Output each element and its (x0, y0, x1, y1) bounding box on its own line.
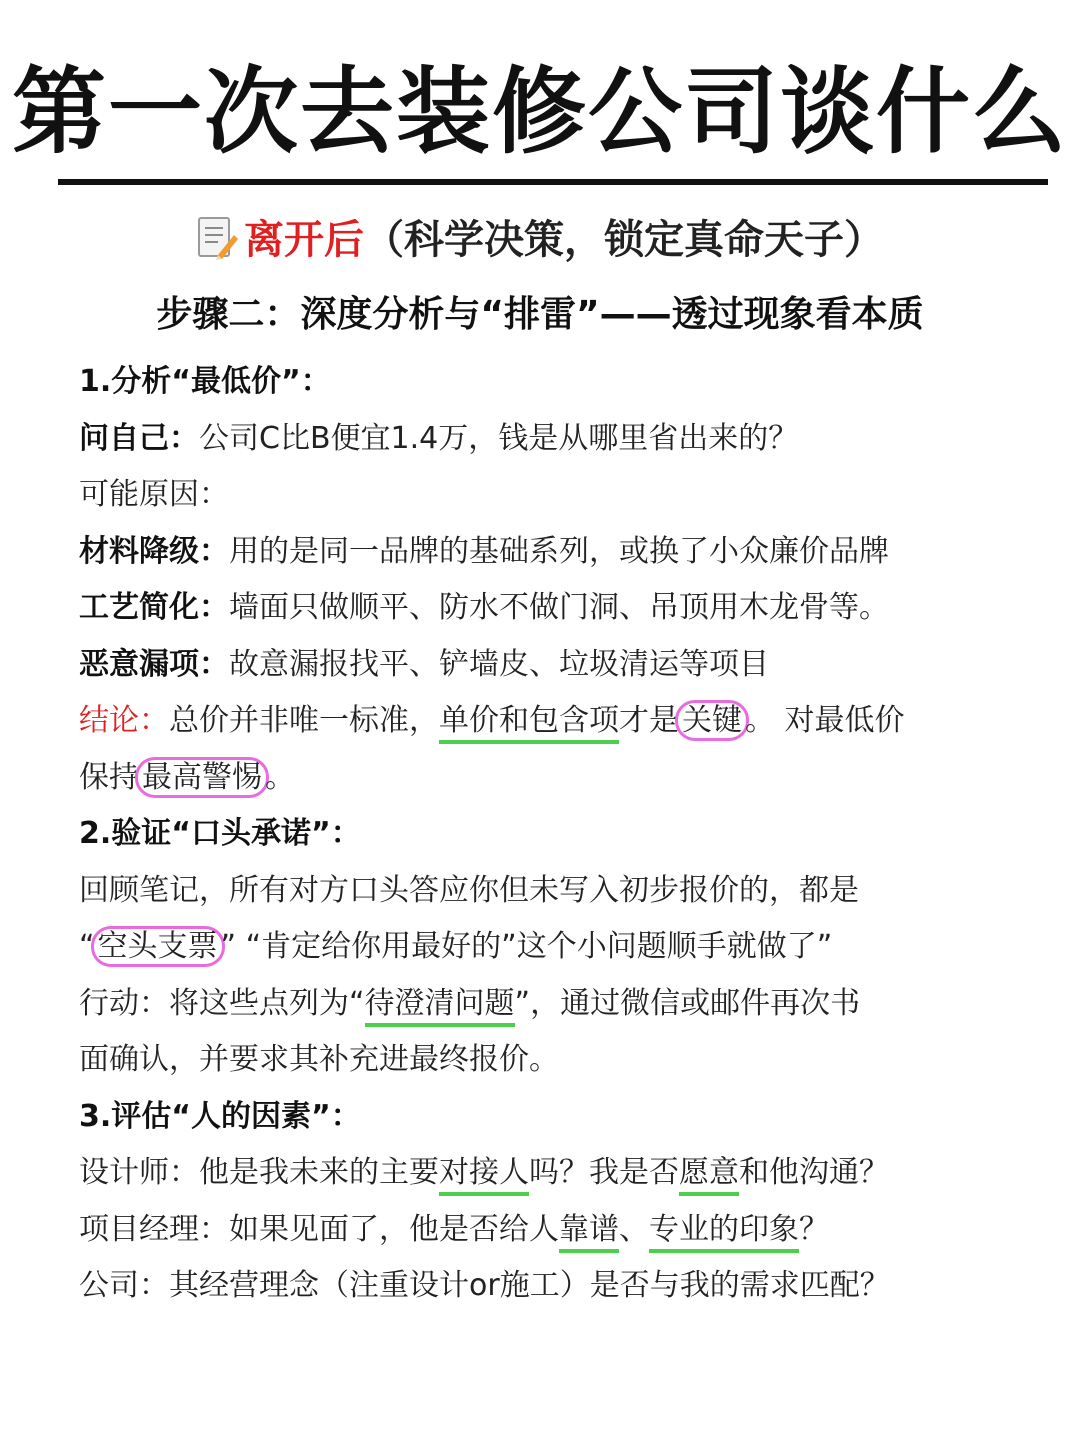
review-line: 回顾笔记，所有对方口头答应你但未写入初步报价的，都是 (79, 872, 859, 908)
title-divider (58, 179, 1048, 185)
conclusion-text: 。 对最低价 (745, 703, 905, 738)
designer-text: 设计师：他是我未来的主要 (79, 1155, 439, 1190)
quote-rest: ” “肯定给你用最好的”这个小问题顺手就做了” (220, 929, 833, 964)
ask-line (79, 411, 1039, 468)
materials-line (79, 524, 1039, 581)
action-text: 行动：将这些点列为“ (79, 985, 365, 1021)
conclusion-text: 才是 (619, 703, 679, 738)
section-heading-3: 3.评估“人的因素”： (79, 1098, 361, 1134)
craft-line (79, 580, 1039, 637)
reasons-label: 可能原因： (79, 477, 229, 512)
materials-label: 材料降级： (79, 533, 229, 569)
conclusion-line-2 (79, 750, 1039, 807)
ask-text: 公司C比B便宜1.4万，钱是从哪里省出来的？ (199, 420, 799, 456)
section-heading-1: 1.分析“最低价”： (79, 364, 331, 399)
designer-line (79, 1145, 1039, 1202)
conclusion-text: 。 (265, 759, 295, 795)
circled-alert: 最高警惕 (135, 757, 269, 798)
circled-empty-promise: 空头支票 (91, 926, 225, 967)
underline-contact: 对接人 (439, 1155, 529, 1196)
underline-pending: 待澄清问题 (365, 986, 515, 1027)
underline-professional: 专业的印象 (649, 1212, 799, 1253)
craft-label: 工艺简化： (79, 590, 229, 625)
conclusion-text: 总价并非唯一标准， (169, 703, 439, 738)
action-line-2: 面确认，并要求其补充进最终报价。 (79, 1042, 559, 1077)
quote-open: “ (79, 929, 95, 964)
malicious-text: 故意漏报找平、铲墙皮、垃圾清运等项目 (229, 646, 769, 682)
page-title: 第一次去装修公司谈什么 (11, 58, 1068, 167)
section-heading-2: 2.验证“口头承诺”： (79, 816, 361, 851)
designer-text: 和他沟通？ (739, 1155, 889, 1190)
pm-text: ？ (799, 1211, 829, 1247)
quote-line (79, 919, 1039, 976)
step-heading: 步骤二：深度分析与“排雷”——透过现象看本质 (156, 294, 924, 335)
malicious-line (79, 637, 1039, 694)
conclusion-text: 保持 (79, 759, 139, 795)
conclusion-line (79, 693, 1039, 750)
pm-text: 、 (619, 1211, 649, 1247)
ask-label: 问自己： (79, 420, 199, 456)
materials-text: 用的是同一品牌的基础系列，或换了小众廉价品牌 (229, 533, 889, 569)
designer-text: 吗？我是否 (529, 1155, 679, 1190)
malicious-label: 恶意漏项： (79, 646, 229, 682)
underline-unit-price: 单价和包含项 (439, 703, 619, 744)
memo-icon (196, 215, 238, 261)
subtitle (0, 212, 1080, 268)
pm-line (79, 1202, 1039, 1259)
action-text: ”，通过微信或邮件再次书 (514, 985, 861, 1021)
craft-text: 墙面只做顺平、防水不做门洞、吊顶用木龙骨等。 (229, 590, 889, 625)
circled-key: 关键 (675, 700, 749, 741)
company-line: 公司：其经营理念（注重设计or施工）是否与我的需求匹配？ (79, 1268, 890, 1303)
underline-reliable: 靠谱 (559, 1212, 619, 1253)
subtitle-text: （科学决策，锁定真命天子） (364, 217, 884, 263)
action-line (79, 976, 1039, 1033)
content-body (79, 354, 1039, 1315)
subtitle-highlight: 离开后 (244, 217, 364, 263)
pm-text: 项目经理：如果见面了，他是否给人 (79, 1211, 559, 1247)
underline-willing: 愿意 (679, 1155, 739, 1196)
conclusion-label: 结论： (79, 703, 169, 738)
